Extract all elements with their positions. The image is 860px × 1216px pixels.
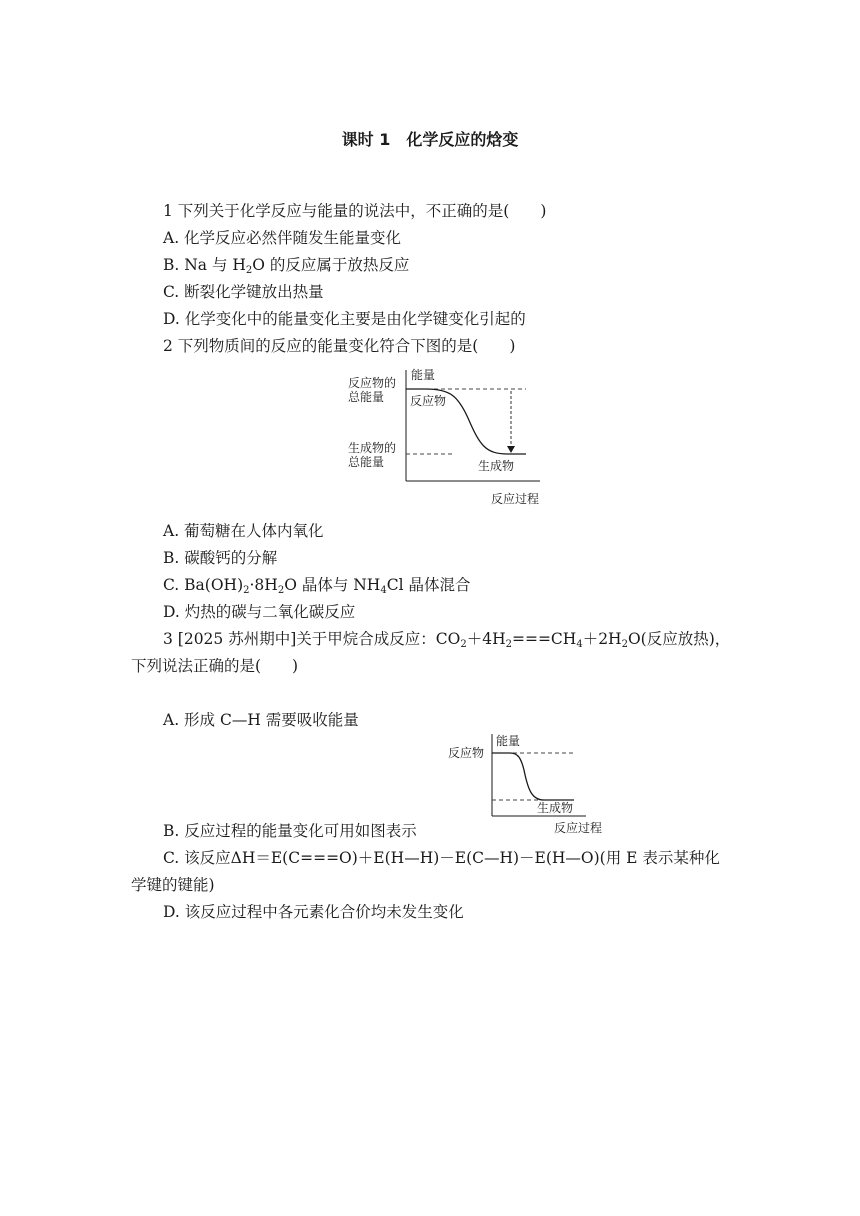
question-3-option-c-line-2: 学键的键能) xyxy=(131,876,215,894)
question-3-option-a: A. 形成 C—H 需要吸收能量 xyxy=(163,711,359,729)
question-3-stem: 3 [2025 苏州期中]关于甲烷合成反应：$CO_2+4H_2===CH_4+2H_2O$(反应放热)， xyxy=(163,630,731,650)
product-total-label: 生成物的 xyxy=(348,441,397,455)
reactant-label: 反应物 xyxy=(448,746,485,760)
y-axis-label: 能量 xyxy=(496,734,521,748)
product-label: 生成物 xyxy=(478,459,515,473)
question-2-option-a: A. 葡萄糖在人体内氧化 xyxy=(163,522,324,540)
energy-curve xyxy=(492,753,574,800)
question-1-option-c: C. 断裂化学键放出热量 xyxy=(163,283,324,301)
x-axis-label: 反应过程 xyxy=(554,821,603,835)
question-1-option-a: A. 化学反应必然伴随发生能量变化 xyxy=(163,229,402,247)
product-label: 生成物 xyxy=(537,801,574,815)
question-2-option-d: D. 灼热的碳与二氧化碳反应 xyxy=(163,603,356,621)
product-total-label-2: 总能量 xyxy=(348,455,385,469)
question-3-stem-line-2: 下列说法正确的是( ) xyxy=(131,657,299,675)
page-title: 课时 1 化学反应的焓变 xyxy=(341,130,519,149)
question-3-energy-diagram xyxy=(446,730,616,838)
y-axis-label: 能量 xyxy=(411,368,436,382)
question-2-energy-diagram xyxy=(340,366,560,511)
arrow-head xyxy=(507,446,515,453)
reactant-label: 反应物 xyxy=(410,394,447,408)
question-1-option-d: D. 化学变化中的能量变化主要是由化学键变化引起的 xyxy=(163,310,526,328)
question-2-option-c: C. $Ba(OH)_2\cdot 8H_2O$ 晶体与 $NH_4Cl$ 晶体混合 xyxy=(163,576,471,596)
question-2-stem: 2 下列物质间的反应的能量变化符合下图的是( ) xyxy=(163,337,516,355)
question-3-option-c: C. 该反应ΔH＝E(C===O)＋E(H—H)－E(C—H)－E(H—O)(用 E 表示某种化 xyxy=(163,849,720,867)
question-3-option-d: D. 该反应过程中各元素化合价均未发生变化 xyxy=(163,903,464,921)
question-1-stem: 1 下列关于化学反应与能量的说法中，不正确的是( ) xyxy=(163,202,547,220)
question-2-option-b: B. 碳酸钙的分解 xyxy=(163,549,278,567)
question-3-option-b: B. 反应过程的能量变化可用如图表示 xyxy=(163,822,417,840)
reactant-total-label: 反应物的 xyxy=(348,376,397,390)
reactant-total-label-2: 总能量 xyxy=(348,390,385,404)
question-1-option-b: B. Na 与 $H_2O$ 的反应属于放热反应 xyxy=(163,256,410,276)
x-axis-label: 反应过程 xyxy=(491,492,540,506)
